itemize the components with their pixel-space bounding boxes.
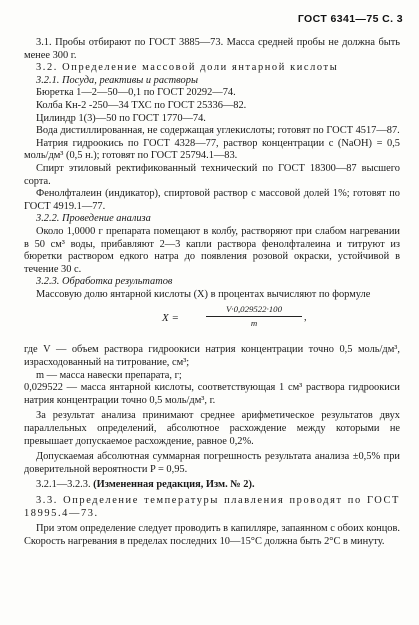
- formula-lhs: X =: [162, 312, 179, 325]
- subsection-heading-3-2-3: 3.2.3. Обработка результатов: [36, 276, 173, 288]
- formula: [24, 304, 400, 342]
- reagent-sodium-hydroxide: Натрия гидроокись по ГОСТ 4328—77, раствор концентрации с (NaOH) = 0,5 моль/дм³ (0,5 н.); готовят по ГОСТ 25794.1—83.: [24, 137, 400, 162]
- formula-intro: Массовую долю янтарной кислоты (X) в процентах вычисляют по формуле: [36, 288, 371, 300]
- paragraph-3-1: 3.1. Пробы отбирают по ГОСТ 3885—73. Масса средней пробы не должна быть менее 300 г.: [24, 37, 400, 61]
- equipment-cylinder: Цилиндр 1(3)—50 по ГОСТ 1770—74.: [36, 112, 206, 124]
- document-body: [24, 37, 400, 548]
- formula-fraction: [206, 304, 302, 329]
- formula-legend-constant: 0,029522 — масса янтарной кислоты, соответствующая 1 см³ раствора гидроокиси натрия концентрации точно 0,5 моль/дм³, г.: [24, 382, 400, 406]
- amendment-text: (Измененная редакция, Изм. № 2).: [93, 479, 255, 491]
- section-heading-3-2: 3.2. Определение массовой доли янтарной кислоты: [36, 62, 339, 74]
- analysis-procedure: Около 1,0000 г препарата помещают в колбу, растворяют при слабом нагревании в 50 см³ воды, прибавляют 2—3 капли раствора фенолфталеина и титруют из бюретки раствором едкого натра до появления розовой окраски, устойчивой в течение 30 с.: [24, 225, 400, 275]
- formula-trailing-comma: ,: [304, 312, 307, 324]
- amendment-range: 3.2.1—3.2.3.: [36, 479, 94, 491]
- amendment-note: [24, 479, 400, 492]
- equipment-flask: Колба Кн-2 -250—34 ТХС по ГОСТ 25336—82.: [36, 99, 247, 111]
- subsection-heading-3-2-2: 3.2.2. Проведение анализа: [36, 213, 151, 225]
- section-heading-3-3: 3.3. Определение температуры плавления проводят по ГОСТ 18995.4—73.: [24, 495, 400, 519]
- reagent-phenolphthalein: Фенолфталеин (индикатор), спиртовой раствор с массовой долей 1%; готовят по ГОСТ 4919.1—77.: [24, 188, 400, 212]
- reagent-ethanol: Спирт этиловый ректификованный технический по ГОСТ 18300—87 высшего сорта.: [24, 162, 400, 187]
- page-header: ГОСТ 6341—75 С. 3: [297, 13, 403, 25]
- formula-denominator: m: [250, 318, 258, 329]
- formula-numerator: V·0,029522·100: [206, 304, 302, 317]
- melting-procedure: При этом определение следует проводить в капилляре, запаянном с обоих концов. Скорость нагревания в пределах последних 10—15°С должна быть 2°С в минуту.: [24, 523, 400, 547]
- subsection-heading-3-2-1: 3.2.1. Посуда, реактивы и растворы: [36, 74, 198, 86]
- reagent-water: Вода дистиллированная, не содержащая углекислоты; готовят по ГОСТ 4517—87.: [36, 125, 400, 137]
- formula-legend-m: m — масса навески препарата, г;: [36, 369, 182, 381]
- equipment-burette: Бюретка 1—2—50—0,1 по ГОСТ 20292—74.: [36, 87, 236, 99]
- result-paragraph: За результат анализа принимают среднее арифметическое результатов двух параллельных определений, абсолютное расхождение между которыми не превышает допускаемое расхождение, равное 0,2%.: [24, 410, 400, 447]
- formula-legend-v: где V — объем раствора гидроокиси натрия концентрации точно 0,5 моль/дм³, израсходованный на титрование, см³;: [24, 344, 400, 369]
- error-paragraph: Допускаемая абсолютная суммарная погрешность результата анализа ±0,5% при доверительной вероятности P = 0,95.: [24, 451, 400, 475]
